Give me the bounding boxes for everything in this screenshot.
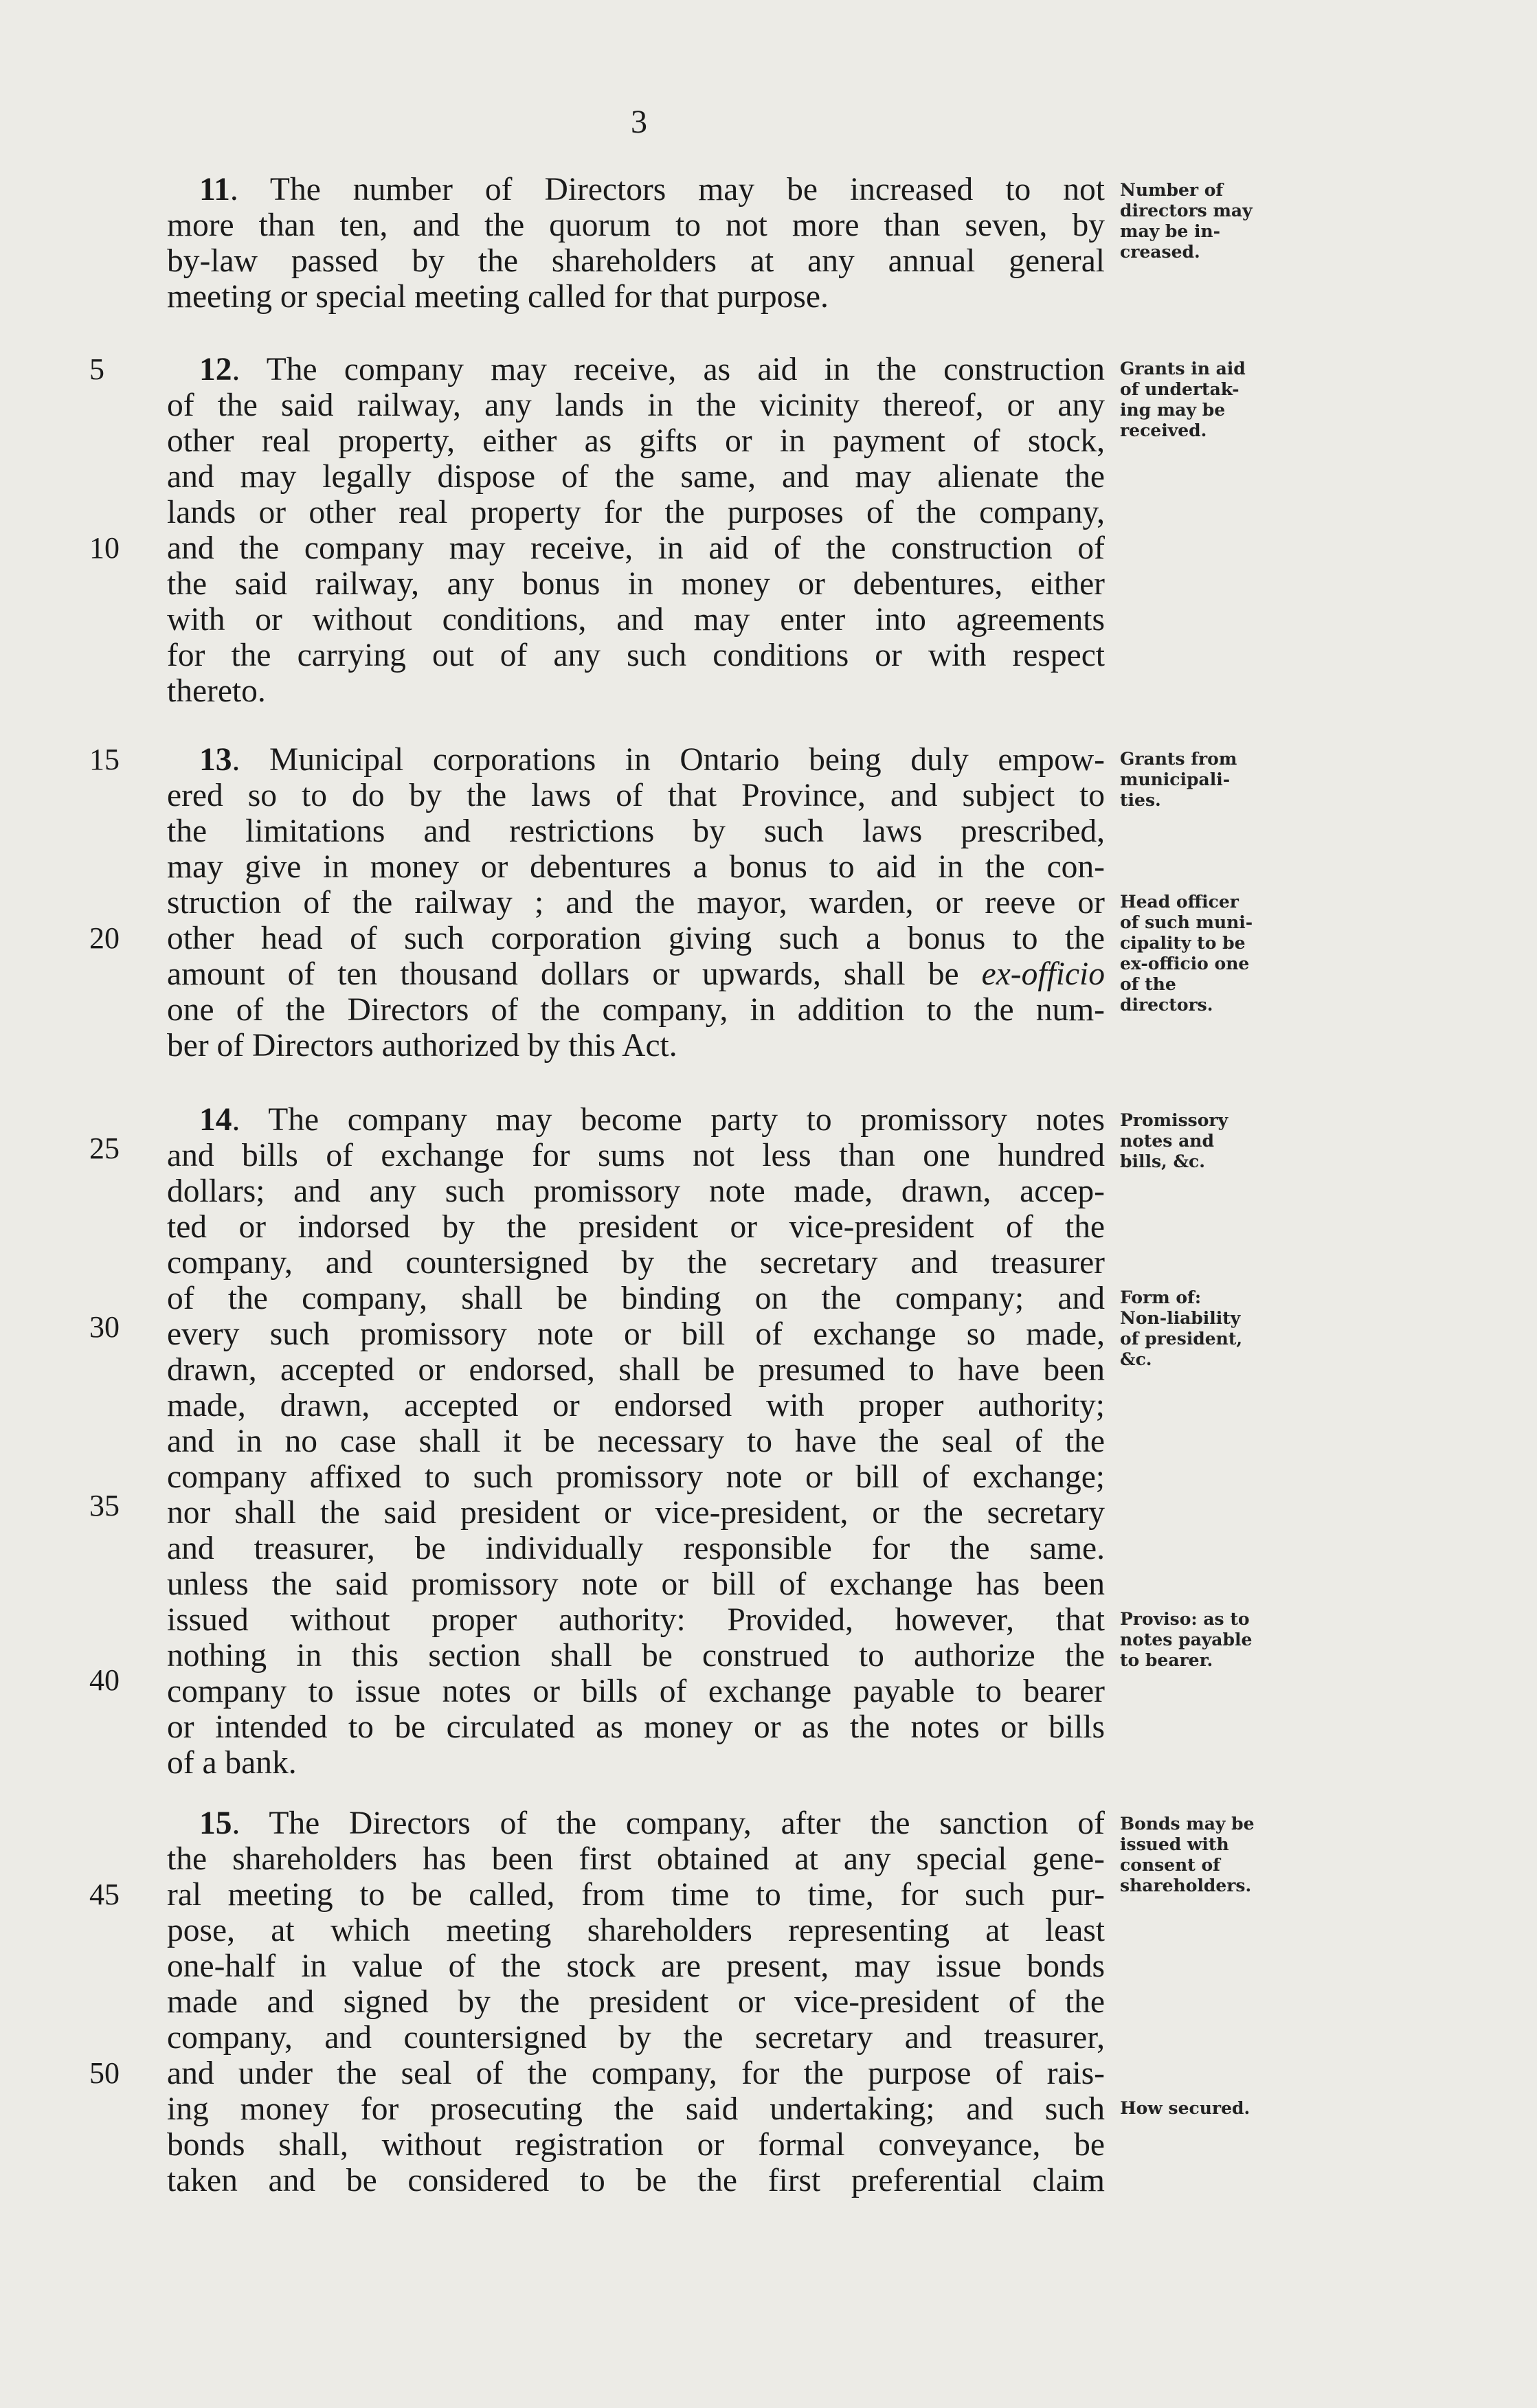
text-line: for the carrying out of any such conditions or with respect bbox=[167, 638, 1105, 673]
marginal-note: Form of: Non-liability of president, &c. bbox=[1120, 1287, 1243, 1369]
line-number: 40 bbox=[89, 1663, 120, 1697]
text-line: by-law passed by the shareholders at any annual general bbox=[167, 243, 1105, 279]
text-line: struction of the railway ; and the mayor, warden, or reeve or bbox=[167, 885, 1105, 921]
text-line: issued without proper authority: Provided, however, that bbox=[167, 1602, 1105, 1638]
text-line: company, and countersigned by the secretary and treasurer bbox=[167, 1245, 1105, 1281]
text-line: more than ten, and the quorum to not more than seven, by bbox=[167, 207, 1105, 243]
text-line: one-half in value of the stock are present, may issue bonds bbox=[167, 1948, 1105, 1984]
section-number: 15 bbox=[199, 1805, 232, 1841]
text-line: company to issue notes or bills of exchange payable to bearer bbox=[167, 1674, 1105, 1709]
line-number: 35 bbox=[89, 1489, 120, 1522]
text-line: the limitations and restrictions by such laws prescribed, bbox=[167, 813, 1105, 849]
text-line: 14. The company may become party to promissory notes bbox=[199, 1102, 1105, 1138]
text-line: with or without conditions, and may enter into agreements bbox=[167, 602, 1105, 638]
line-number: 45 bbox=[89, 1878, 120, 1911]
text-line: or intended to be circulated as money or as the notes or bills bbox=[167, 1709, 1105, 1745]
text-line: made and signed by the president or vice-president of the bbox=[167, 1984, 1105, 2020]
text-line: of the said railway, any lands in the vicinity thereof, or any bbox=[167, 387, 1105, 423]
text-line: dollars; and any such promissory note made, drawn, accep- bbox=[167, 1173, 1105, 1209]
text-line: 11. The number of Directors may be increased to not bbox=[199, 172, 1105, 207]
text-line: made, drawn, accepted or endorsed with proper authority; bbox=[167, 1388, 1105, 1424]
text-line: taken and be considered to be the first preferential claim bbox=[167, 2163, 1105, 2198]
line-number: 25 bbox=[89, 1132, 120, 1165]
text-line: and the company may receive, in aid of the construction of bbox=[167, 530, 1105, 566]
text-line: pose, at which meeting shareholders representing at least bbox=[167, 1913, 1105, 1948]
section-number: 13 bbox=[199, 742, 232, 778]
marginal-note: Grants from municipali- ties. bbox=[1120, 749, 1237, 810]
text-line: may give in money or debentures a bonus to aid in the con- bbox=[167, 849, 1105, 885]
marginal-note: Grants in aid of undertak- ing may be received. bbox=[1120, 359, 1246, 440]
text-line: and in no case shall it be necessary to have the seal of the bbox=[167, 1424, 1105, 1459]
text-line: unless the said promissory note or bill of exchange has been bbox=[167, 1566, 1105, 1602]
text-line: drawn, accepted or endorsed, shall be presumed to have been bbox=[167, 1352, 1105, 1388]
section-number: 11 bbox=[199, 172, 230, 207]
line-number: 15 bbox=[89, 743, 120, 776]
text-line: one of the Directors of the company, in addition to the num- bbox=[167, 992, 1105, 1028]
marginal-note: Proviso: as to notes payable to bearer. bbox=[1120, 1609, 1253, 1670]
text-line: and may legally dispose of the same, and may alienate the bbox=[167, 459, 1105, 495]
text-line: ted or indorsed by the president or vice-president of the bbox=[167, 1209, 1105, 1245]
line-number: 50 bbox=[89, 2056, 120, 2090]
page-number: 3 bbox=[631, 104, 647, 140]
text-line: and bills of exchange for sums not less than one hundred bbox=[167, 1138, 1105, 1173]
text-line: company, and countersigned by the secretary and treasurer, bbox=[167, 2020, 1105, 2056]
line-number: 30 bbox=[89, 1310, 120, 1344]
text-line: meeting or special meeting called for that purpose. bbox=[167, 279, 829, 315]
line-number: 20 bbox=[89, 921, 120, 955]
text-line: ber of Directors authorized by this Act. bbox=[167, 1028, 677, 1064]
text-line: other head of such corporation giving such a bonus to the bbox=[167, 921, 1105, 956]
text-line: 15. The Directors of the company, after the sanction of bbox=[199, 1805, 1105, 1841]
marginal-note: How secured. bbox=[1120, 2098, 1250, 2118]
text-line: the said railway, any bonus in money or debentures, either bbox=[167, 566, 1105, 602]
line-number: 5 bbox=[89, 352, 104, 386]
text-line: ral meeting to be called, from time to time, for such pur- bbox=[167, 1877, 1105, 1913]
section-number: 14 bbox=[199, 1102, 232, 1138]
text-line: 13. Municipal corporations in Ontario being duly empow- bbox=[199, 742, 1105, 778]
text-line: and treasurer, be individually responsible for the same. bbox=[167, 1531, 1105, 1566]
text-line: lands or other real property for the purposes of the company, bbox=[167, 495, 1105, 530]
text-line: and under the seal of the company, for the purpose of rais- bbox=[167, 2056, 1105, 2091]
marginal-note: Promissory notes and bills, &c. bbox=[1120, 1110, 1229, 1171]
text-line: every such promissory note or bill of exchange so made, bbox=[167, 1316, 1105, 1352]
text-line: other real property, either as gifts or in payment of stock, bbox=[167, 423, 1105, 459]
text-line: nor shall the said president or vice-president, or the secretary bbox=[167, 1495, 1105, 1531]
text-line: the shareholders has been first obtained at any special gene- bbox=[167, 1841, 1105, 1877]
text-line: amount of ten thousand dollars or upwards, shall be ex-officio bbox=[167, 956, 1105, 992]
section-number: 12 bbox=[199, 352, 232, 387]
marginal-note: Bonds may be issued with consent of shareholders. bbox=[1120, 1814, 1255, 1895]
text-line: ered so to do by the laws of that Province, and subject to bbox=[167, 778, 1105, 813]
text-line: 12. The company may receive, as aid in the construction bbox=[199, 352, 1105, 387]
marginal-note: Number of directors may may be in- creased. bbox=[1120, 180, 1253, 262]
text-line: company affixed to such promissory note or bill of exchange; bbox=[167, 1459, 1105, 1495]
text-line: nothing in this section shall be construed to authorize the bbox=[167, 1638, 1105, 1674]
marginal-note: Head officer of such muni- cipality to be ex-officio one of the directors. bbox=[1120, 892, 1253, 1015]
text-line: bonds shall, without registration or formal conveyance, be bbox=[167, 2127, 1105, 2163]
text-line: thereto. bbox=[167, 673, 266, 709]
line-number: 10 bbox=[89, 531, 120, 565]
text-line: of a bank. bbox=[167, 1745, 297, 1781]
text-line: ing money for prosecuting the said undertaking; and such bbox=[167, 2091, 1105, 2127]
text-line: of the company, shall be binding on the company; and bbox=[167, 1281, 1105, 1316]
